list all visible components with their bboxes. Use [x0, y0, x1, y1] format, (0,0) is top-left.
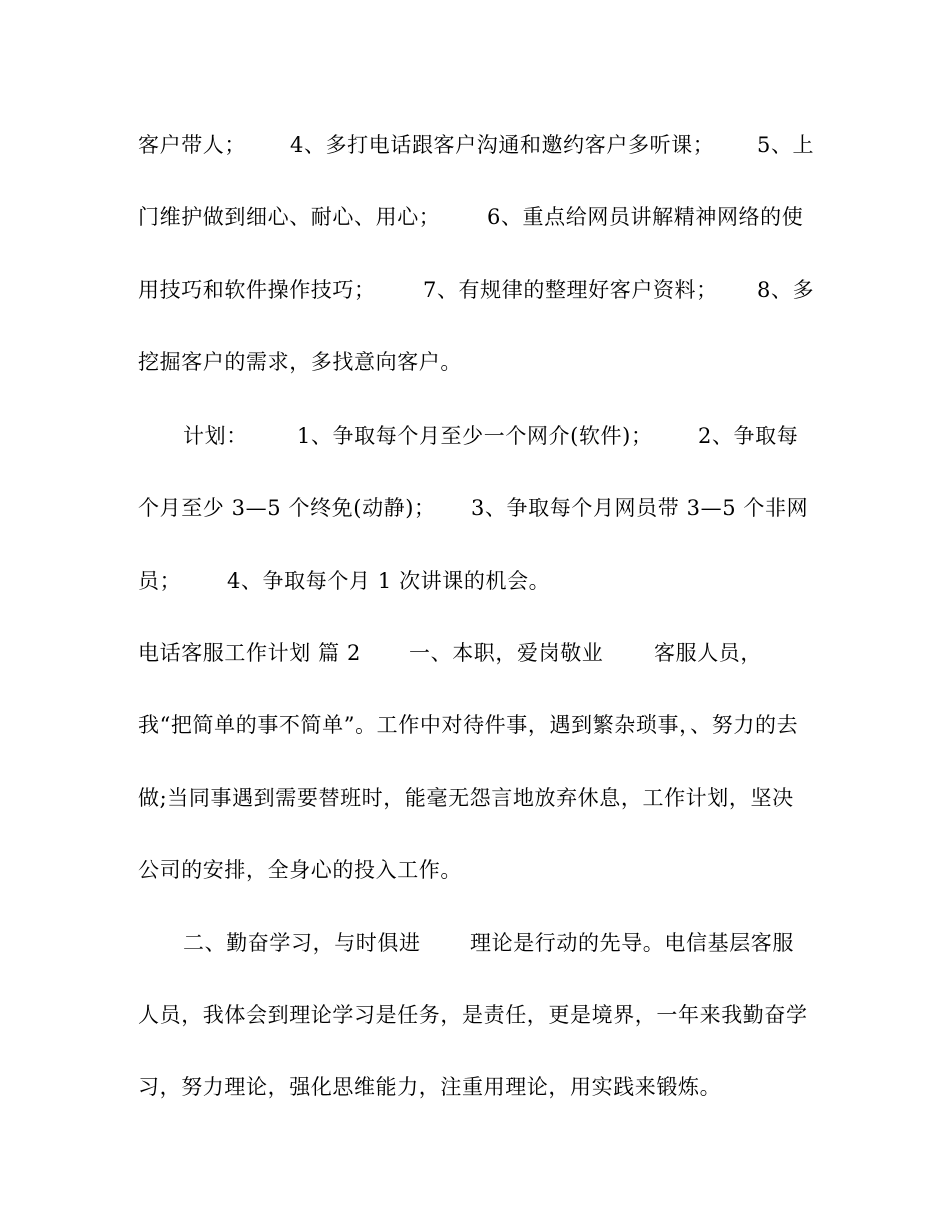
line-3-segment-3: 8、多: [757, 278, 815, 302]
line-3-segment-1: 用技巧和软件操作技巧；: [138, 278, 376, 302]
line-6-segment-1: 个月至少 3—5 个终免(动静)；: [138, 496, 436, 520]
line-14-segment-1: 习，努力理论，强化思维能力，注重用理论，用实践来锻炼。: [138, 1075, 722, 1099]
line-6-segment-2: 3、争取每个月网员带 3—5 个非网: [471, 496, 809, 520]
line-8-segment-2: 一、本职，爱岗敬业: [409, 641, 604, 665]
line-7-segment-1: 员；: [138, 569, 182, 593]
line-12-segment-2: 理论是行动的先导。电信基层客服: [470, 931, 794, 955]
line-1-segment-1: 客户带人；: [138, 133, 246, 157]
line-11-segment-1: 公司的安排，全身心的投入工作。: [138, 858, 462, 882]
line-5-segment-1: 计划：: [183, 424, 248, 448]
line-4-segment-1: 挖掘客户的需求，多找意向客户。: [138, 350, 462, 374]
line-2-segment-1: 门维护做到细心、耐心、用心；: [138, 205, 441, 229]
line-7-segment-2: 4、争取每个月 1 次讲课的机会。: [227, 569, 551, 593]
line-2-segment-2: 6、重点给网员讲解精神网络的使: [487, 205, 804, 229]
line-13-segment-1: 人员，我体会到理论学习是任务，是责任，更是境界，一年来我勤奋学: [138, 1003, 808, 1027]
line-5-segment-2: 1、争取每个月至少一个网介(软件)；: [297, 424, 653, 448]
line-9-segment-1: 我“把简单的事不简单”。工作中对待件事，遇到繁杂琐事，、努力的去: [138, 713, 799, 737]
line-5-segment-3: 2、争取每: [698, 424, 799, 448]
line-12-segment-1: 二、勤奋学习，与时俱进: [183, 931, 421, 955]
section-heading: 电话客服工作计划 篇 2: [138, 641, 361, 665]
line-8-segment-3: 客服人员，: [654, 641, 762, 665]
line-3-segment-2: 7、有规律的整理好客户资料；: [423, 278, 718, 302]
line-1-segment-3: 5、上: [757, 133, 815, 157]
line-1-segment-2: 4、多打电话跟客户沟通和邀约客户多听课；: [290, 133, 715, 157]
line-10-segment-1: 做;当同事遇到需要替班时，能毫无怨言地放弃休息，工作计划，坚决: [138, 786, 794, 810]
